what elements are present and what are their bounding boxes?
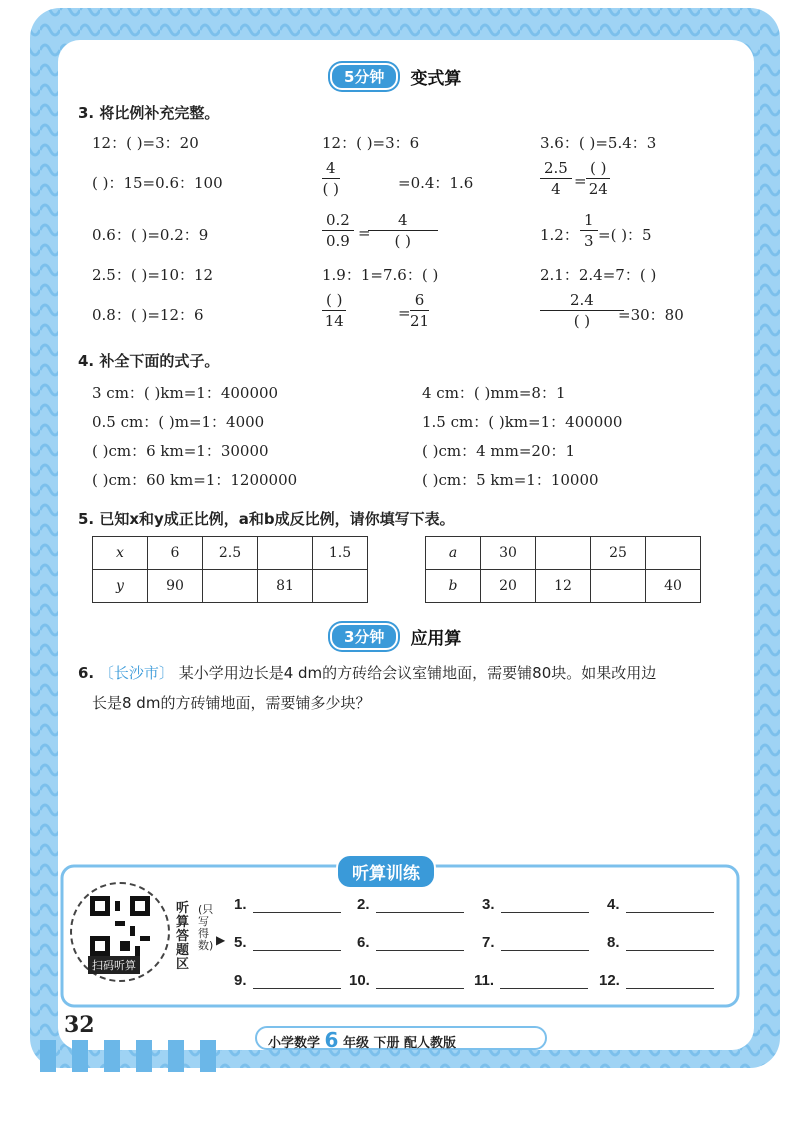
- answer-label: 2.: [357, 896, 370, 913]
- q3-r5c2-left-den: 14: [324, 312, 344, 330]
- q3-r5c3-fraction: [540, 290, 624, 331]
- q4-r4: ( )cm：5 km=1：10000: [422, 471, 599, 489]
- listen-side-label: 听算答题区: [176, 901, 190, 972]
- table-cell: 6: [148, 537, 203, 570]
- q6-line1: [78, 662, 656, 683]
- table-cell: b: [426, 570, 481, 603]
- answer-line[interactable]: [501, 898, 589, 913]
- table-cell: 20: [481, 570, 536, 603]
- table-cell[interactable]: [646, 537, 701, 570]
- answer-line[interactable]: [626, 898, 714, 913]
- q3-r3c1: 0.6：( )=0.2：9: [92, 226, 209, 244]
- answer-label: 7.: [482, 934, 495, 951]
- answer-label: 8.: [607, 934, 620, 951]
- listen-side-note: (只写得数): [198, 903, 214, 952]
- q3-r2c2-den: ( ): [322, 180, 340, 198]
- q3-r4c3: 2.1：2.4=7：( ): [540, 266, 657, 284]
- table-cell: 12: [536, 570, 591, 603]
- qr-badge[interactable]: [70, 882, 170, 982]
- q3-r3c2-right-fraction: [368, 210, 438, 251]
- answer-3[interactable]: [482, 896, 589, 913]
- q3-title: 3. 将比例补充完整。: [78, 104, 220, 122]
- applied-time-badge: 3分钟: [330, 623, 398, 650]
- applied-section-heading: [330, 622, 461, 650]
- q4-l1: 3 cm：( )km=1：400000: [92, 384, 279, 402]
- q3-r2c1: ( )：15=0.6：100: [92, 174, 223, 192]
- q6-source-tag: 〔长沙市〕: [98, 664, 174, 682]
- drill-section-heading: [330, 62, 461, 90]
- q3-r2c3-eq: =: [574, 172, 587, 190]
- q3-r1c3: 3.6：( )=5.4：3: [540, 134, 657, 152]
- answer-line[interactable]: [376, 936, 464, 951]
- q3-r3c2-left-fraction: [322, 210, 354, 251]
- q3-r1c1: 12：( )=3：20: [92, 134, 199, 152]
- answer-12[interactable]: [599, 972, 714, 989]
- q3-r5c2-right-num: 6: [410, 290, 429, 311]
- answer-7[interactable]: [482, 934, 589, 951]
- table-row: [93, 537, 368, 570]
- q3-r3c2-eq: =: [358, 224, 371, 242]
- answer-label: 1.: [234, 896, 247, 913]
- q5-table-ab: [425, 536, 701, 603]
- q3-r2c3-left-num: 2.5: [540, 158, 572, 179]
- q3-r5c2-eq: =: [398, 304, 411, 322]
- q3-r3c3-fraction: [580, 210, 598, 251]
- q3-r3c2-left-num: 0.2: [322, 210, 354, 231]
- answer-label: 3.: [482, 896, 495, 913]
- q3-r3c3-rest: =( )：5: [598, 226, 652, 244]
- table-cell: 40: [646, 570, 701, 603]
- table-cell: 25: [591, 537, 646, 570]
- table-cell: 90: [148, 570, 203, 603]
- arrow-right-icon: ▶: [216, 933, 226, 947]
- q3-r2c3-right-den: 24: [588, 180, 608, 198]
- q3-r3c2-left-den: 0.9: [326, 232, 350, 250]
- q4-title: 4. 补全下面的式子。: [78, 352, 220, 370]
- answer-6[interactable]: [357, 934, 464, 951]
- drill-title: 变式算: [410, 68, 462, 89]
- answer-10[interactable]: [349, 972, 464, 989]
- q3-r5c2-right-fraction: [410, 290, 429, 331]
- table-cell[interactable]: [313, 570, 368, 603]
- answer-line[interactable]: [253, 936, 341, 951]
- q3-r2c3-right-fraction: [586, 158, 610, 199]
- answer-2[interactable]: [357, 896, 464, 913]
- q3-r3c3-pre: 1.2：: [540, 226, 579, 244]
- table-row: [426, 537, 701, 570]
- answer-line[interactable]: [376, 898, 464, 913]
- q4-l4: ( )cm：60 km=1：1200000: [92, 471, 298, 489]
- q3-r2c3-left-den: 4: [551, 180, 561, 198]
- q3-r5c1: 0.8：( )=12：6: [92, 306, 204, 324]
- table-cell: 1.5: [313, 537, 368, 570]
- q3-r5c3-num: 2.4: [540, 290, 624, 311]
- answer-label: 9.: [234, 972, 247, 989]
- drill-time-badge: 5分钟: [330, 63, 398, 90]
- answer-1[interactable]: [234, 896, 341, 913]
- table-cell[interactable]: [591, 570, 646, 603]
- q4-l3: ( )cm：6 km=1：30000: [92, 442, 269, 460]
- qr-code-icon: [90, 896, 150, 956]
- q6-text-line1: 某小学用边长是4 dm的方砖给会议室铺地面，需要铺80块。如果改用边: [178, 664, 657, 682]
- q3-r5c2-left-fraction: [322, 290, 346, 331]
- answer-line[interactable]: [253, 974, 341, 989]
- listen-title: 听算训练: [336, 854, 436, 889]
- table-cell[interactable]: [203, 570, 258, 603]
- table-row: [426, 570, 701, 603]
- answer-label: 5.: [234, 934, 247, 951]
- book-edition: 年级 下册 配人教版: [343, 1036, 457, 1051]
- q5-title: 5. 已知x和y成正比例，a和b成反比例，请你填写下表。: [78, 510, 455, 528]
- book-info: [268, 1028, 456, 1052]
- table-cell[interactable]: [536, 537, 591, 570]
- answer-line[interactable]: [501, 936, 589, 951]
- table-cell: y: [93, 570, 148, 603]
- page-number: 32: [64, 1012, 95, 1038]
- q3-r5c2-right-den: 21: [410, 312, 430, 330]
- q3-r2c2-rest: =0.4：1.6: [398, 174, 474, 192]
- q4-r2: 1.5 cm：( )km=1：400000: [422, 413, 623, 431]
- answer-label: 10.: [349, 972, 370, 989]
- qr-label: 扫码听算: [88, 956, 140, 974]
- q3-r2c3-right-num: ( ): [586, 158, 610, 179]
- applied-title: 应用算: [410, 628, 462, 649]
- q5-table-xy: [92, 536, 368, 603]
- q3-r2c2-fraction: [322, 158, 340, 199]
- answer-11[interactable]: [474, 972, 588, 989]
- q3-r4c2: 1.9：1=7.6：( ): [322, 266, 439, 284]
- q3-r2c2-num: 4: [322, 158, 340, 179]
- answer-label: 11.: [474, 972, 495, 989]
- table-cell: 30: [481, 537, 536, 570]
- q3-r1c2: 12：( )=3：6: [322, 134, 420, 152]
- q3-r4c1: 2.5：( )=10：12: [92, 266, 214, 284]
- answer-9[interactable]: [234, 972, 341, 989]
- answer-label: 4.: [607, 896, 620, 913]
- q3-r5c3-den: ( ): [573, 312, 591, 330]
- answer-line[interactable]: [626, 974, 714, 989]
- answer-line[interactable]: [626, 936, 714, 951]
- q3-r3c3-den: 3: [584, 232, 594, 250]
- answer-line[interactable]: [253, 898, 341, 913]
- q4-r3: ( )cm：4 mm=20：1: [422, 442, 576, 460]
- q3-r3c3-num: 1: [580, 210, 598, 231]
- answer-line[interactable]: [500, 974, 588, 989]
- q3-r5c3-rest: =30：80: [618, 306, 684, 324]
- q3-r3c2-right-num: 4: [368, 210, 438, 231]
- q3-r5c2-left-num: ( ): [322, 290, 346, 311]
- book-subject: 小学数学: [268, 1036, 321, 1051]
- q6-number: 6.: [78, 664, 95, 682]
- table-cell: 81: [258, 570, 313, 603]
- table-cell: a: [426, 537, 481, 570]
- table-cell: x: [93, 537, 148, 570]
- q4-r1: 4 cm：( )mm=8：1: [422, 384, 566, 402]
- answer-4[interactable]: [607, 896, 714, 913]
- answer-5[interactable]: [234, 934, 341, 951]
- table-row: [93, 570, 368, 603]
- q4-l2: 0.5 cm：( )m=1：4000: [92, 413, 265, 431]
- table-cell[interactable]: [258, 537, 313, 570]
- table-cell: 2.5: [203, 537, 258, 570]
- book-grade: 6: [324, 1028, 339, 1052]
- answer-8[interactable]: [607, 934, 714, 951]
- q3-r3c2-right-den: ( ): [394, 232, 412, 250]
- q3-r2c3-left-fraction: [540, 158, 572, 199]
- q6-text-line2: 长是8 dm的方砖铺地面，需要铺多少块？: [92, 694, 371, 712]
- answer-line[interactable]: [376, 974, 464, 989]
- answer-label: 12.: [599, 972, 620, 989]
- answer-label: 6.: [357, 934, 370, 951]
